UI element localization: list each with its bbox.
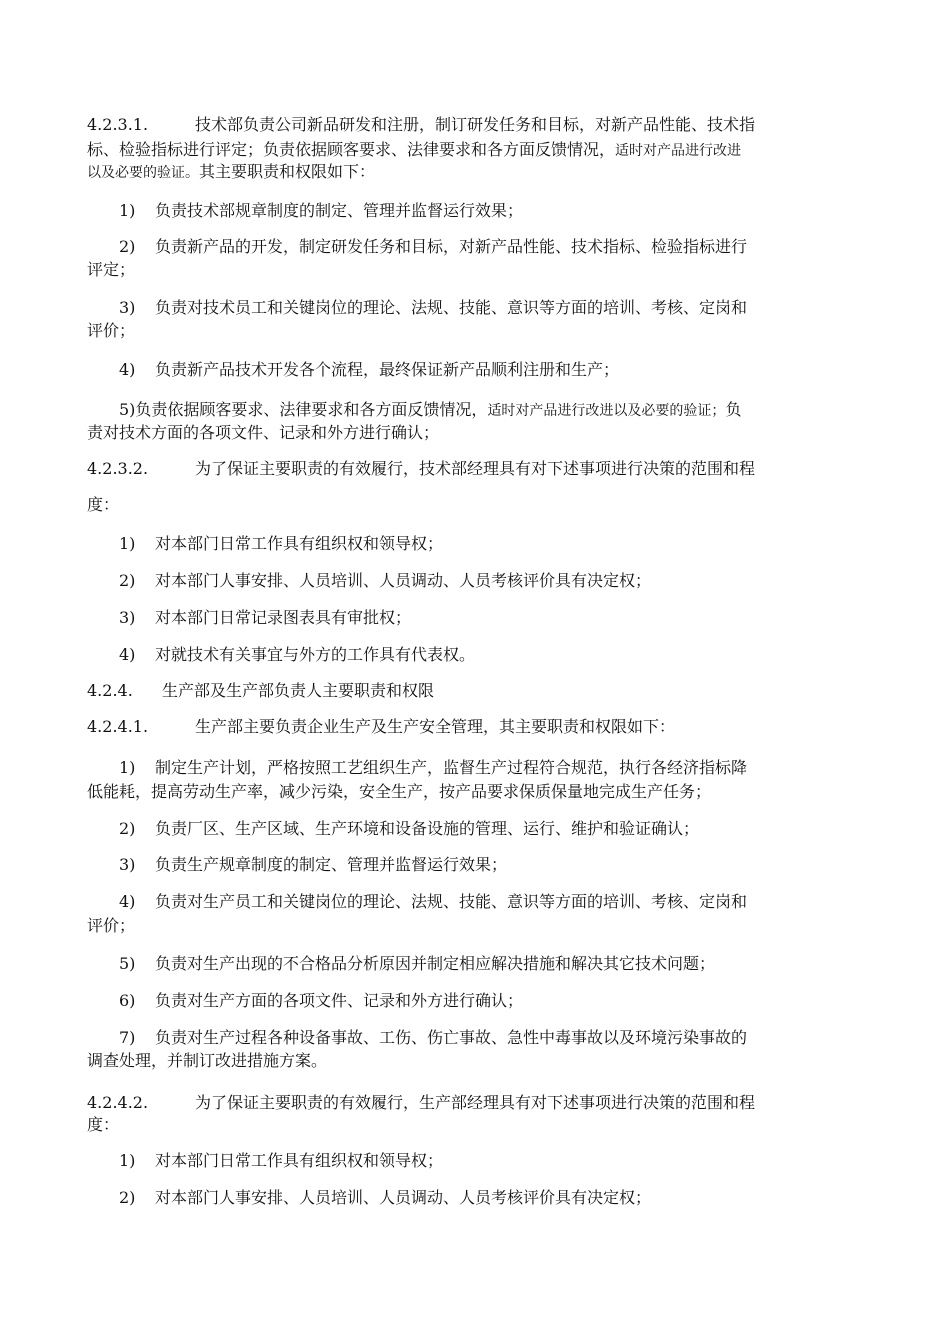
list-item xyxy=(119,236,909,258)
list-item xyxy=(119,570,909,592)
list-item-text-small: 适时对产品进行改进以及必要的验证； xyxy=(487,403,726,419)
paragraph-text-small: 以及必要的验证。 xyxy=(87,165,199,181)
list-item xyxy=(119,533,909,555)
list-item-continuation: 评价； xyxy=(87,321,136,340)
list-item-text: 负责生产规章制度的制定、管理并监督运行效果； xyxy=(155,855,508,874)
list-item-text: 对本部门日常工作具有组织权和领导权； xyxy=(155,1151,444,1170)
list-item-text: 对就技术有关事宜与外方的工作具有代表权。 xyxy=(155,645,476,664)
paragraph-text: 为了保证主要职责的有效履行，生产部经理具有对下述事项进行决策的范围和程 xyxy=(195,1093,756,1112)
list-item-text: 制定生产计划，严格按照工艺组织生产，监督生产过程符合规范，执行各经济指标降 xyxy=(155,758,748,777)
paragraph-text: 为了保证主要职责的有效履行，技术部经理具有对下述事项进行决策的范围和程 xyxy=(195,459,756,478)
section-4-2-4-2-heading xyxy=(87,1092,877,1114)
list-item xyxy=(119,854,909,876)
list-item-text: 负责对技术员工和关键岗位的理论、法规、技能、意识等方面的培训、考核、定岗和 xyxy=(155,298,748,317)
list-item-text: 负责新产品技术开发各个流程，最终保证新产品顺利注册和生产； xyxy=(155,360,620,379)
list-marker: 1) xyxy=(119,201,136,220)
list-item xyxy=(119,359,909,381)
list-marker: 2) xyxy=(119,237,136,256)
list-marker: 3) xyxy=(119,855,136,874)
list-marker: 2) xyxy=(119,819,136,838)
paragraph-text-small: 适时对产品进行改进 xyxy=(615,143,742,159)
list-marker: 5) xyxy=(119,954,136,973)
list-item-continuation: 低能耗，提高劳动生产率，减少污染，安全生产，按产品要求保质保量地完成生产任务； xyxy=(87,782,712,801)
list-item-text: 负责技术部规章制度的制定、管理并监督运行效果； xyxy=(155,201,524,220)
list-item xyxy=(119,891,909,913)
list-item xyxy=(119,1027,909,1049)
list-marker: 4) xyxy=(119,360,136,379)
paragraph-line: 度： xyxy=(87,495,120,514)
list-item xyxy=(119,399,909,422)
list-item xyxy=(119,818,909,840)
list-item xyxy=(119,990,909,1012)
list-item-text: 对本部门人事安排、人员培训、人员调动、人员考核评价具有决定权； xyxy=(155,571,652,590)
list-item-text: 对本部门日常工作具有组织权和领导权； xyxy=(155,534,444,553)
list-marker: 2) xyxy=(119,571,136,590)
list-item-continuation: 评定； xyxy=(87,260,136,279)
list-item-text: 负责对生产过程各种设备事故、工伤、伤亡事故、急性中毒事故以及环境污染事故的 xyxy=(155,1028,748,1047)
section-4-2-3-1-heading xyxy=(87,114,877,136)
section-4-2-3-2-heading xyxy=(87,458,877,480)
list-item-text: 负责对生产出现的不合格品分析原因并制定相应解决措施和解决其它技术问题； xyxy=(155,954,716,973)
paragraph-line xyxy=(87,139,877,162)
list-item-text: 5)负责依据顾客要求、法律要求和各方面反馈情况， xyxy=(119,400,488,419)
list-item xyxy=(119,953,909,975)
list-marker: 1) xyxy=(119,534,136,553)
list-item-text: 负 xyxy=(725,400,742,419)
list-marker: 1) xyxy=(119,1151,136,1170)
list-item-text: 负责厂区、生产区域、生产环境和设备设施的管理、运行、维护和验证确认； xyxy=(155,819,700,838)
list-item xyxy=(119,200,909,222)
paragraph-text: 生产部主要负责企业生产及生产安全管理，其主要职责和权限如下： xyxy=(195,717,676,736)
list-item-continuation: 评价； xyxy=(87,916,136,935)
list-item xyxy=(119,757,909,779)
section-number: 4.2.3.1. xyxy=(87,115,149,134)
list-marker: 7) xyxy=(119,1028,136,1047)
list-item xyxy=(119,297,909,319)
section-number: 4.2.4.2. xyxy=(87,1093,149,1112)
list-marker: 1) xyxy=(119,758,136,777)
list-marker: 3) xyxy=(119,608,136,627)
paragraph-text: 标、检验指标进行评定；负责依据顾客要求、法律要求和各方面反馈情况， xyxy=(87,140,616,159)
section-number: 4.2.3.2. xyxy=(87,459,149,478)
list-item-continuation: 责对技术方面的各项文件、记录和外方进行确认； xyxy=(87,423,440,442)
list-item xyxy=(119,1187,909,1209)
section-title: 生产部及生产部负责人主要职责和权限 xyxy=(162,681,435,700)
list-item-text: 负责对生产员工和关键岗位的理论、法规、技能、意识等方面的培训、考核、定岗和 xyxy=(155,892,748,911)
list-item-text: 负责对生产方面的各项文件、记录和外方进行确认； xyxy=(155,991,524,1010)
list-item-text: 对本部门人事安排、人员培训、人员调动、人员考核评价具有决定权； xyxy=(155,1188,652,1207)
paragraph-text: 技术部负责公司新品研发和注册，制订研发任务和目标，对新产品性能、技术指 xyxy=(195,115,756,134)
list-item-text: 对本部门日常记录图表具有审批权； xyxy=(155,608,412,627)
list-item-text: 负责新产品的开发，制定研发任务和目标，对新产品性能、技术指标、检验指标进行 xyxy=(155,237,748,256)
list-item xyxy=(119,1150,909,1172)
list-item xyxy=(119,607,909,629)
list-item-continuation: 调查处理，并制订改进措施方案。 xyxy=(87,1051,328,1070)
paragraph-line: 度： xyxy=(87,1115,120,1134)
list-marker: 2) xyxy=(119,1188,136,1207)
section-number: 4.2.4.1. xyxy=(87,717,149,736)
section-number: 4.2.4. xyxy=(87,681,133,700)
list-marker: 4) xyxy=(119,645,136,664)
section-4-2-4-1-heading xyxy=(87,716,877,738)
paragraph-line xyxy=(87,161,877,184)
section-4-2-4-heading xyxy=(87,680,877,702)
list-marker: 3) xyxy=(119,298,136,317)
list-marker: 6) xyxy=(119,991,136,1010)
list-item xyxy=(119,644,909,666)
paragraph-text: 其主要职责和权限如下： xyxy=(199,162,376,181)
list-marker: 4) xyxy=(119,892,136,911)
